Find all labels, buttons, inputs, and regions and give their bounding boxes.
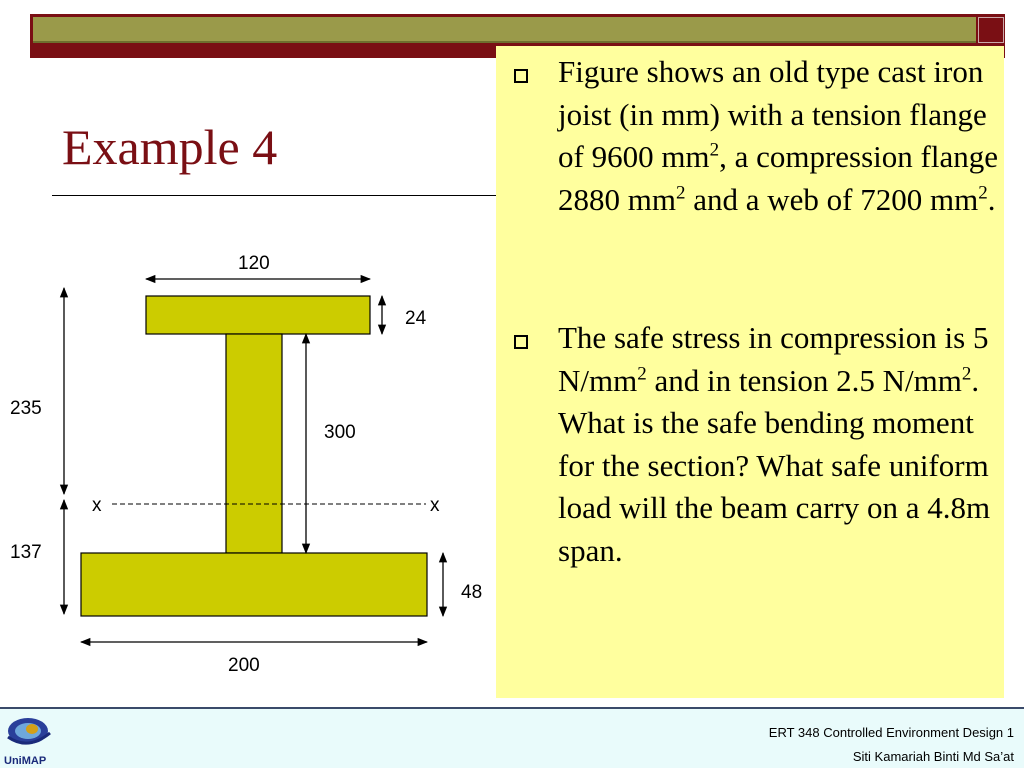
axis-label-right: x — [430, 495, 440, 516]
ibeam-figure — [0, 240, 500, 690]
bullet-1-text: Figure shows an old type cast iron joist (in mm) with a tension flange of 9600 $mm^2$, a compression flange 2880 $mm^2$ and a web of 7200 $mm^2$. — [558, 54, 998, 217]
footer-course: ERT 348 Controlled Environment Design 1 — [768, 725, 1014, 740]
bullet-square-icon — [514, 69, 528, 83]
dim-label-bottom-width: 200 — [228, 655, 260, 676]
bullet-square-icon — [514, 335, 528, 349]
dim-label-web-height: 300 — [324, 422, 356, 443]
slide-title: Example 4 — [62, 119, 278, 175]
problem-text-box — [496, 46, 1004, 698]
web — [226, 334, 282, 553]
slide-footer — [0, 707, 1024, 768]
dim-label-lower-height: 137 — [10, 542, 42, 563]
title-underline — [52, 195, 500, 196]
svg-text:UniMAP: UniMAP — [4, 755, 47, 767]
bullet-2-text: The safe stress in compression is 5 $N/mm^2$ and in tension 2.5 $N/mm^2$. What is the safe bending moment for the section? What safe uniform load will the beam carry on a 4.8m span. — [558, 320, 991, 568]
top-flange — [146, 296, 370, 334]
dim-label-bottom-thickness: 48 — [461, 582, 483, 603]
footer-author: Siti Kamariah Binti Md Sa’at — [852, 749, 1014, 764]
unimap-logo-icon — [2, 711, 54, 767]
bottom-flange — [81, 553, 427, 616]
banner-olive-strip — [33, 17, 976, 43]
dim-label-upper-height: 235 — [10, 398, 42, 419]
banner-square — [978, 17, 1004, 43]
dim-label-top-width: 120 — [238, 253, 270, 274]
dim-label-top-thickness: 24 — [405, 308, 427, 329]
axis-label-left: x — [92, 495, 102, 516]
